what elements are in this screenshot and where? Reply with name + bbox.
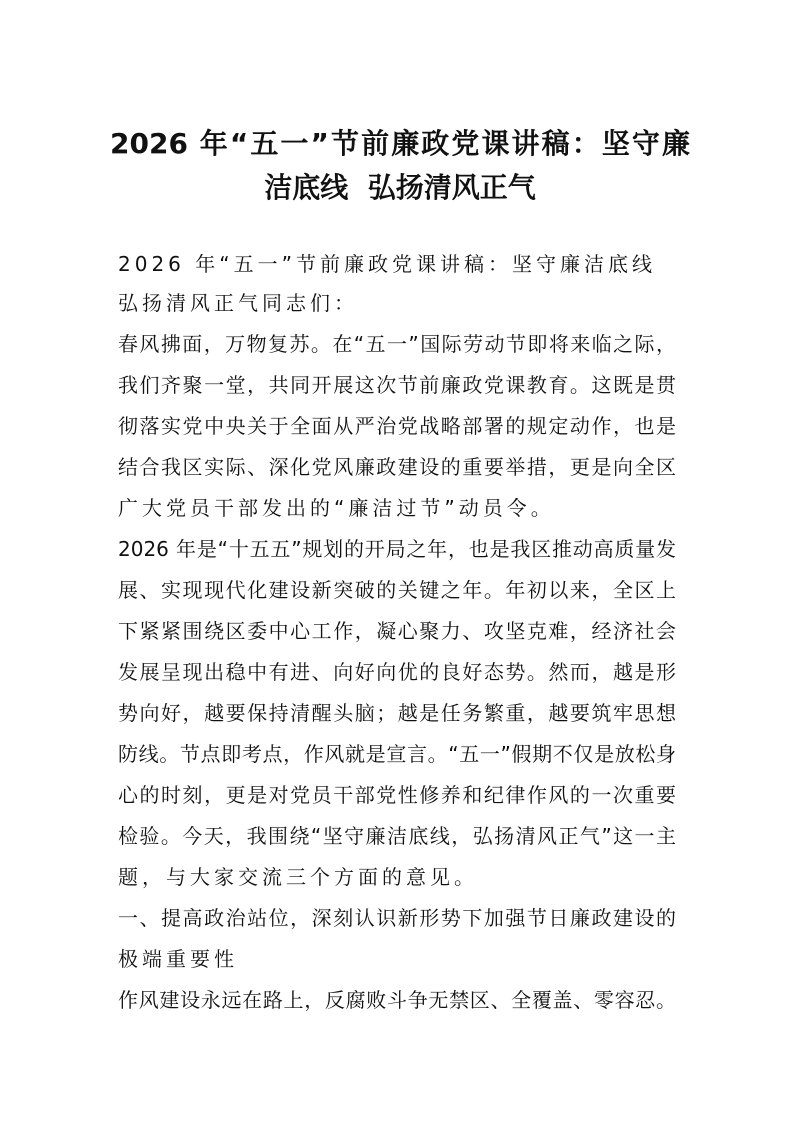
text-line: 检验。今天，我围绕“坚守廉洁底线，弘扬清风正气”这一主 [118, 824, 676, 848]
text-line: 我们齐聚一堂，共同开展这次节前廉政党课教育。这既是贯 [118, 373, 676, 397]
text-line: 2026 年“五一”节前廉政党课讲稿：坚守廉洁底线 [118, 252, 656, 276]
paragraph [118, 245, 676, 283]
paragraph [118, 980, 676, 1021]
text-line: 弘扬清风正气同志们： [118, 291, 358, 315]
document-title [110, 122, 690, 210]
text-line: 防线。节点即考点，作风就是宣言。“五一”假期不仅是放松身 [118, 742, 676, 766]
text-line: 发展呈现出稳中有进、向好向优的良好态势。然而，越是形 [118, 660, 676, 684]
text-line: 春风拂面，万物复苏。在“五一”国际劳动节即将来临之际， [118, 332, 676, 356]
text-line: 彻落实党中央关于全面从严治党战略部署的规定动作，也是 [118, 414, 676, 438]
title-line-2: 洁底线 弘扬清风正气 [264, 171, 536, 204]
paragraph [118, 898, 676, 980]
text-line: 展、实现现代化建设新突破的关键之年。年初以来，全区上 [118, 578, 676, 602]
title-line-1: 2026 年“五一”节前廉政党课讲稿：坚守廉 [110, 127, 690, 160]
text-line: 极端重要性 [118, 947, 238, 971]
text-line: 势向好，越要保持清醒头脑；越是任务繁重，越要筑牢思想 [118, 701, 676, 725]
text-line: 广大党员干部发出的“廉洁过节”动员令。 [118, 496, 555, 520]
text-line: 2026 年是“十五五”规划的开局之年，也是我区推动高质量发 [118, 537, 676, 561]
text-line: 结合我区实际、深化党风廉政建设的重要举措，更是向全区 [118, 455, 676, 479]
text-line: 心的时刻，更是对党员干部党性修养和纪律作风的一次重要 [118, 783, 676, 807]
text-line: 一、提高政治站位，深刻认识新形势下加强节日廉政建设的 [118, 906, 676, 930]
document-body [118, 245, 676, 1021]
paragraph [118, 324, 676, 529]
text-line: 作风建设永远在路上，反腐败斗争无禁区、全覆盖、零容忍。 [118, 988, 676, 1012]
text-line: 题，与大家交流三个方面的意见。 [118, 865, 478, 889]
paragraph [118, 529, 676, 898]
text-line: 下紧紧围绕区委中心工作，凝心聚力、攻坚克难，经济社会 [118, 619, 676, 643]
paragraph [118, 283, 676, 324]
